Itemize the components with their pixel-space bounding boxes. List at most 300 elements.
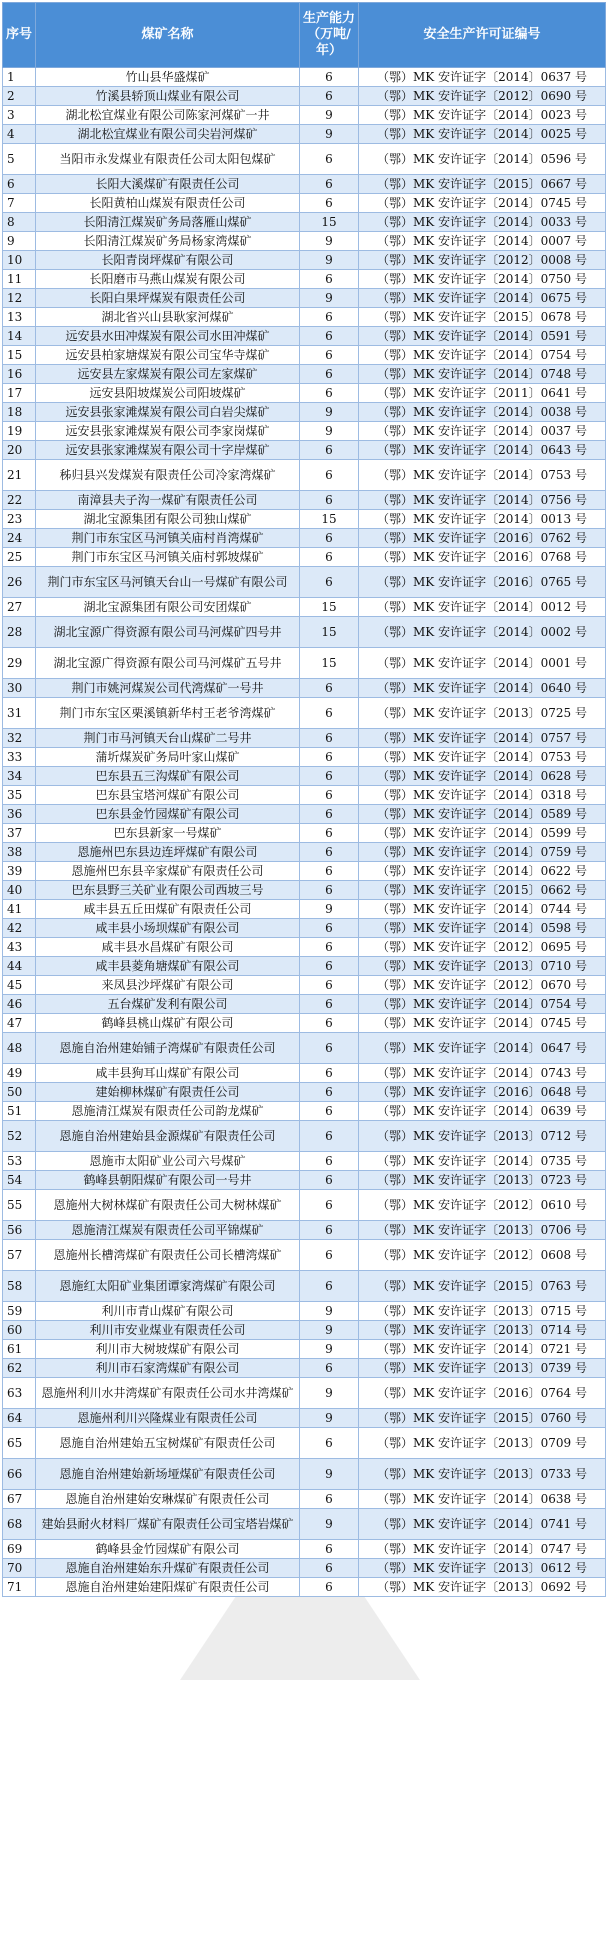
mine-name: 恩施州巴东县边连坪煤矿有限公司 bbox=[36, 843, 300, 862]
license-number: （鄂）MK 安许证字〔2014〕0735 号 bbox=[359, 1152, 606, 1171]
mine-name: 利川市石家湾煤矿有限公司 bbox=[36, 1359, 300, 1378]
license-number: （鄂）MK 安许证字〔2013〕0723 号 bbox=[359, 1171, 606, 1190]
mine-name: 恩施自治州建始新场垭煤矿有限责任公司 bbox=[36, 1459, 300, 1490]
mine-name: 竹山县华盛煤矿 bbox=[36, 68, 300, 87]
license-number: （鄂）MK 安许证字〔2016〕0765 号 bbox=[359, 567, 606, 598]
row-number: 20 bbox=[3, 441, 36, 460]
row-number: 69 bbox=[3, 1540, 36, 1559]
capacity: 9 bbox=[300, 125, 359, 144]
capacity: 9 bbox=[300, 1378, 359, 1409]
capacity: 6 bbox=[300, 1121, 359, 1152]
mine-name: 咸丰县狗耳山煤矿有限公司 bbox=[36, 1064, 300, 1083]
license-number: （鄂）MK 安许证字〔2014〕0007 号 bbox=[359, 232, 606, 251]
capacity: 9 bbox=[300, 403, 359, 422]
row-number: 27 bbox=[3, 598, 36, 617]
capacity: 6 bbox=[300, 938, 359, 957]
license-number: （鄂）MK 安许证字〔2014〕0033 号 bbox=[359, 213, 606, 232]
mine-name: 恩施自治州建始东升煤矿有限责任公司 bbox=[36, 1559, 300, 1578]
table-row bbox=[3, 824, 606, 843]
row-number: 45 bbox=[3, 976, 36, 995]
row-number: 23 bbox=[3, 510, 36, 529]
table-row bbox=[3, 976, 606, 995]
license-number: （鄂）MK 安许证字〔2012〕0695 号 bbox=[359, 938, 606, 957]
license-number: （鄂）MK 安许证字〔2014〕0757 号 bbox=[359, 729, 606, 748]
capacity: 9 bbox=[300, 1409, 359, 1428]
mine-name: 建始县耐火材料厂煤矿有限责任公司宝塔岩煤矿 bbox=[36, 1509, 300, 1540]
table-row bbox=[3, 938, 606, 957]
table-row bbox=[3, 648, 606, 679]
table-row bbox=[3, 617, 606, 648]
license-number: （鄂）MK 安许证字〔2016〕0768 号 bbox=[359, 548, 606, 567]
table-header-row bbox=[3, 3, 606, 68]
row-number: 70 bbox=[3, 1559, 36, 1578]
table-row bbox=[3, 900, 606, 919]
row-number: 54 bbox=[3, 1171, 36, 1190]
mine-name: 巴东县金竹园煤矿有限公司 bbox=[36, 805, 300, 824]
capacity: 6 bbox=[300, 995, 359, 1014]
table-row bbox=[3, 1271, 606, 1302]
table-row bbox=[3, 1540, 606, 1559]
capacity: 6 bbox=[300, 308, 359, 327]
license-number: （鄂）MK 安许证字〔2014〕0743 号 bbox=[359, 1064, 606, 1083]
license-number: （鄂）MK 安许证字〔2014〕0025 号 bbox=[359, 125, 606, 144]
license-number: （鄂）MK 安许证字〔2012〕0670 号 bbox=[359, 976, 606, 995]
license-number: （鄂）MK 安许证字〔2014〕0639 号 bbox=[359, 1102, 606, 1121]
row-number: 13 bbox=[3, 308, 36, 327]
table-row bbox=[3, 403, 606, 422]
row-number: 33 bbox=[3, 748, 36, 767]
capacity: 6 bbox=[300, 824, 359, 843]
row-number: 14 bbox=[3, 327, 36, 346]
license-number: （鄂）MK 安许证字〔2014〕0647 号 bbox=[359, 1033, 606, 1064]
license-number: （鄂）MK 安许证字〔2014〕0013 号 bbox=[359, 510, 606, 529]
table-row bbox=[3, 1459, 606, 1490]
mine-name: 恩施自治州建始县金源煤矿有限责任公司 bbox=[36, 1121, 300, 1152]
capacity: 6 bbox=[300, 87, 359, 106]
capacity: 6 bbox=[300, 1271, 359, 1302]
capacity: 6 bbox=[300, 1240, 359, 1271]
row-number: 57 bbox=[3, 1240, 36, 1271]
capacity: 6 bbox=[300, 881, 359, 900]
table-row bbox=[3, 567, 606, 598]
row-number: 48 bbox=[3, 1033, 36, 1064]
capacity: 9 bbox=[300, 232, 359, 251]
capacity: 6 bbox=[300, 1064, 359, 1083]
mine-name: 荆门市马河镇天台山煤矿二号井 bbox=[36, 729, 300, 748]
capacity: 9 bbox=[300, 106, 359, 125]
capacity: 6 bbox=[300, 698, 359, 729]
table-row bbox=[3, 232, 606, 251]
table-row bbox=[3, 1321, 606, 1340]
mine-name: 当阳市永发煤业有限责任公司太阳包煤矿 bbox=[36, 144, 300, 175]
row-number: 55 bbox=[3, 1190, 36, 1221]
mine-name: 恩施红太阳矿业集团谭家湾煤矿有限公司 bbox=[36, 1271, 300, 1302]
capacity: 6 bbox=[300, 1221, 359, 1240]
mine-name: 鹤峰县金竹园煤矿有限公司 bbox=[36, 1540, 300, 1559]
license-number: （鄂）MK 安许证字〔2013〕0733 号 bbox=[359, 1459, 606, 1490]
capacity: 6 bbox=[300, 460, 359, 491]
mine-name: 恩施州利川兴隆煤业有限责任公司 bbox=[36, 1409, 300, 1428]
license-number: （鄂）MK 安许证字〔2014〕0754 号 bbox=[359, 995, 606, 1014]
row-number: 41 bbox=[3, 900, 36, 919]
capacity: 15 bbox=[300, 510, 359, 529]
mine-name: 荆门市东宝区马河镇天台山一号煤矿有限公司 bbox=[36, 567, 300, 598]
license-number: （鄂）MK 安许证字〔2014〕0637 号 bbox=[359, 68, 606, 87]
row-number: 59 bbox=[3, 1302, 36, 1321]
mine-name: 远安县张家滩煤炭有限公司十字岸煤矿 bbox=[36, 441, 300, 460]
table-row bbox=[3, 491, 606, 510]
table-row bbox=[3, 346, 606, 365]
table-row bbox=[3, 87, 606, 106]
capacity: 6 bbox=[300, 805, 359, 824]
mine-name: 湖北松宜煤业有限公司尖岩河煤矿 bbox=[36, 125, 300, 144]
table-row bbox=[3, 679, 606, 698]
mine-name: 远安县张家滩煤炭有限公司李家岗煤矿 bbox=[36, 422, 300, 441]
table-row bbox=[3, 1102, 606, 1121]
row-number: 42 bbox=[3, 919, 36, 938]
row-number: 17 bbox=[3, 384, 36, 403]
license-number: （鄂）MK 安许证字〔2014〕0745 号 bbox=[359, 194, 606, 213]
mine-name: 鹤峰县桃山煤矿有限公司 bbox=[36, 1014, 300, 1033]
capacity: 6 bbox=[300, 767, 359, 786]
coal-mine-table bbox=[2, 2, 606, 1597]
license-number: （鄂）MK 安许证字〔2015〕0763 号 bbox=[359, 1271, 606, 1302]
header-no: 序号 bbox=[3, 3, 36, 68]
row-number: 29 bbox=[3, 648, 36, 679]
mine-name: 秭归县兴发煤炭有限责任公司冷家湾煤矿 bbox=[36, 460, 300, 491]
license-number: （鄂）MK 安许证字〔2015〕0662 号 bbox=[359, 881, 606, 900]
capacity: 6 bbox=[300, 175, 359, 194]
capacity: 15 bbox=[300, 617, 359, 648]
row-number: 12 bbox=[3, 289, 36, 308]
row-number: 68 bbox=[3, 1509, 36, 1540]
capacity: 6 bbox=[300, 1083, 359, 1102]
table-row bbox=[3, 767, 606, 786]
row-number: 4 bbox=[3, 125, 36, 144]
capacity: 6 bbox=[300, 1540, 359, 1559]
capacity: 6 bbox=[300, 327, 359, 346]
table-row bbox=[3, 194, 606, 213]
mine-name: 远安县左家煤炭有限公司左家煤矿 bbox=[36, 365, 300, 384]
mine-name: 恩施州大树林煤矿有限责任公司大树林煤矿 bbox=[36, 1190, 300, 1221]
table-row bbox=[3, 1409, 606, 1428]
license-number: （鄂）MK 安许证字〔2014〕0591 号 bbox=[359, 327, 606, 346]
row-number: 66 bbox=[3, 1459, 36, 1490]
capacity: 9 bbox=[300, 1340, 359, 1359]
license-number: （鄂）MK 安许证字〔2014〕0038 号 bbox=[359, 403, 606, 422]
row-number: 15 bbox=[3, 346, 36, 365]
table-row bbox=[3, 1428, 606, 1459]
table-row bbox=[3, 843, 606, 862]
license-number: （鄂）MK 安许证字〔2014〕0745 号 bbox=[359, 1014, 606, 1033]
mine-name: 巴东县野三关矿业有限公司西坡三号 bbox=[36, 881, 300, 900]
row-number: 64 bbox=[3, 1409, 36, 1428]
license-number: （鄂）MK 安许证字〔2014〕0756 号 bbox=[359, 491, 606, 510]
capacity: 6 bbox=[300, 862, 359, 881]
table-row bbox=[3, 1190, 606, 1221]
license-number: （鄂）MK 安许证字〔2014〕0318 号 bbox=[359, 786, 606, 805]
license-number: （鄂）MK 安许证字〔2012〕0608 号 bbox=[359, 1240, 606, 1271]
row-number: 35 bbox=[3, 786, 36, 805]
license-number: （鄂）MK 安许证字〔2014〕0747 号 bbox=[359, 1540, 606, 1559]
capacity: 6 bbox=[300, 1014, 359, 1033]
table-row bbox=[3, 919, 606, 938]
table-row bbox=[3, 1509, 606, 1540]
capacity: 6 bbox=[300, 1578, 359, 1597]
row-number: 49 bbox=[3, 1064, 36, 1083]
mine-name: 长阳磨市马燕山煤炭有限公司 bbox=[36, 270, 300, 289]
capacity: 6 bbox=[300, 365, 359, 384]
table-row bbox=[3, 1559, 606, 1578]
row-number: 37 bbox=[3, 824, 36, 843]
mine-name: 咸丰县菱角塘煤矿有限公司 bbox=[36, 957, 300, 976]
table-row bbox=[3, 786, 606, 805]
row-number: 63 bbox=[3, 1378, 36, 1409]
table-row bbox=[3, 1240, 606, 1271]
mine-name: 利川市青山煤矿有限公司 bbox=[36, 1302, 300, 1321]
mine-name: 巴东县新家一号煤矿 bbox=[36, 824, 300, 843]
table-row bbox=[3, 441, 606, 460]
mine-name: 湖北宝源广得资源有限公司马河煤矿四号井 bbox=[36, 617, 300, 648]
table-row bbox=[3, 365, 606, 384]
table-row bbox=[3, 598, 606, 617]
row-number: 22 bbox=[3, 491, 36, 510]
table-row bbox=[3, 1490, 606, 1509]
table-row bbox=[3, 1340, 606, 1359]
capacity: 6 bbox=[300, 491, 359, 510]
mine-name: 恩施州巴东县辛家煤矿有限责任公司 bbox=[36, 862, 300, 881]
capacity: 15 bbox=[300, 598, 359, 617]
mine-name: 荆门市东宝区马河镇关庙村郭坡煤矿 bbox=[36, 548, 300, 567]
table-row bbox=[3, 881, 606, 900]
table-row bbox=[3, 289, 606, 308]
row-number: 11 bbox=[3, 270, 36, 289]
row-number: 39 bbox=[3, 862, 36, 881]
header-name: 煤矿名称 bbox=[36, 3, 300, 68]
capacity: 9 bbox=[300, 422, 359, 441]
table-row bbox=[3, 862, 606, 881]
mine-name: 长阳大溪煤矿有限责任公司 bbox=[36, 175, 300, 194]
header-license: 安全生产许可证编号 bbox=[359, 3, 606, 68]
capacity: 6 bbox=[300, 843, 359, 862]
mine-name: 远安县张家滩煤炭有限公司白岩尖煤矿 bbox=[36, 403, 300, 422]
license-number: （鄂）MK 安许证字〔2014〕0599 号 bbox=[359, 824, 606, 843]
mine-name: 蒲圻煤炭矿务局叶家山煤矿 bbox=[36, 748, 300, 767]
mine-name: 远安县柏家塘煤炭有限公司宝华寺煤矿 bbox=[36, 346, 300, 365]
license-number: （鄂）MK 安许证字〔2014〕0638 号 bbox=[359, 1490, 606, 1509]
license-number: （鄂）MK 安许证字〔2014〕0589 号 bbox=[359, 805, 606, 824]
capacity: 6 bbox=[300, 1490, 359, 1509]
row-number: 56 bbox=[3, 1221, 36, 1240]
mine-name: 湖北宝源集团有限公司安团煤矿 bbox=[36, 598, 300, 617]
license-number: （鄂）MK 安许证字〔2014〕0628 号 bbox=[359, 767, 606, 786]
table-row bbox=[3, 144, 606, 175]
license-number: （鄂）MK 安许证字〔2013〕0714 号 bbox=[359, 1321, 606, 1340]
mine-name: 利川市大树坡煤矿有限公司 bbox=[36, 1340, 300, 1359]
row-number: 65 bbox=[3, 1428, 36, 1459]
table-row bbox=[3, 995, 606, 1014]
mine-name: 来凤县沙坪煤矿有限公司 bbox=[36, 976, 300, 995]
mine-name: 建始柳林煤矿有限责任公司 bbox=[36, 1083, 300, 1102]
capacity: 15 bbox=[300, 213, 359, 232]
row-number: 36 bbox=[3, 805, 36, 824]
capacity: 15 bbox=[300, 648, 359, 679]
table-row bbox=[3, 1064, 606, 1083]
row-number: 50 bbox=[3, 1083, 36, 1102]
capacity: 6 bbox=[300, 1152, 359, 1171]
row-number: 9 bbox=[3, 232, 36, 251]
capacity: 6 bbox=[300, 548, 359, 567]
mine-name: 南漳县夫子沟一煤矿有限责任公司 bbox=[36, 491, 300, 510]
capacity: 6 bbox=[300, 729, 359, 748]
table-row bbox=[3, 327, 606, 346]
capacity: 9 bbox=[300, 289, 359, 308]
table-row bbox=[3, 308, 606, 327]
row-number: 51 bbox=[3, 1102, 36, 1121]
mine-name: 鹤峰县朝阳煤矿有限公司一号井 bbox=[36, 1171, 300, 1190]
row-number: 38 bbox=[3, 843, 36, 862]
license-number: （鄂）MK 安许证字〔2015〕0678 号 bbox=[359, 308, 606, 327]
capacity: 6 bbox=[300, 957, 359, 976]
row-number: 6 bbox=[3, 175, 36, 194]
capacity: 6 bbox=[300, 748, 359, 767]
mine-name: 长阳青岗坪煤矿有限公司 bbox=[36, 251, 300, 270]
mine-name: 恩施清江煤炭有限责任公司平锦煤矿 bbox=[36, 1221, 300, 1240]
capacity: 6 bbox=[300, 194, 359, 213]
mine-name: 咸丰县五丘田煤矿有限责任公司 bbox=[36, 900, 300, 919]
mine-name: 巴东县五三沟煤矿有限公司 bbox=[36, 767, 300, 786]
row-number: 71 bbox=[3, 1578, 36, 1597]
capacity: 6 bbox=[300, 144, 359, 175]
mine-name: 长阳清江煤炭矿务局落雁山煤矿 bbox=[36, 213, 300, 232]
capacity: 9 bbox=[300, 251, 359, 270]
mine-name: 长阳白果坪煤炭有限责任公司 bbox=[36, 289, 300, 308]
row-number: 67 bbox=[3, 1490, 36, 1509]
table-row bbox=[3, 384, 606, 403]
license-number: （鄂）MK 安许证字〔2014〕0753 号 bbox=[359, 460, 606, 491]
mine-name: 咸丰县水昌煤矿有限公司 bbox=[36, 938, 300, 957]
mine-name: 荆门市姚河煤炭公司代湾煤矿一号井 bbox=[36, 679, 300, 698]
license-number: （鄂）MK 安许证字〔2014〕0002 号 bbox=[359, 617, 606, 648]
capacity: 9 bbox=[300, 1459, 359, 1490]
capacity: 6 bbox=[300, 346, 359, 365]
table-row bbox=[3, 1171, 606, 1190]
row-number: 26 bbox=[3, 567, 36, 598]
license-number: （鄂）MK 安许证字〔2012〕0610 号 bbox=[359, 1190, 606, 1221]
license-number: （鄂）MK 安许证字〔2013〕0712 号 bbox=[359, 1121, 606, 1152]
capacity: 6 bbox=[300, 1033, 359, 1064]
license-number: （鄂）MK 安许证字〔2015〕0760 号 bbox=[359, 1409, 606, 1428]
license-number: （鄂）MK 安许证字〔2014〕0001 号 bbox=[359, 648, 606, 679]
mine-name: 恩施清江煤炭有限责任公司韵龙煤矿 bbox=[36, 1102, 300, 1121]
table-row bbox=[3, 1359, 606, 1378]
table-row bbox=[3, 529, 606, 548]
license-number: （鄂）MK 安许证字〔2014〕0598 号 bbox=[359, 919, 606, 938]
row-number: 44 bbox=[3, 957, 36, 976]
row-number: 58 bbox=[3, 1271, 36, 1302]
license-number: （鄂）MK 安许证字〔2014〕0753 号 bbox=[359, 748, 606, 767]
license-number: （鄂）MK 安许证字〔2014〕0744 号 bbox=[359, 900, 606, 919]
table-row bbox=[3, 1083, 606, 1102]
license-number: （鄂）MK 安许证字〔2013〕0710 号 bbox=[359, 957, 606, 976]
row-number: 47 bbox=[3, 1014, 36, 1033]
table-row bbox=[3, 1578, 606, 1597]
license-number: （鄂）MK 安许证字〔2011〕0641 号 bbox=[359, 384, 606, 403]
mine-name: 荆门市东宝区马河镇关庙村肖湾煤矿 bbox=[36, 529, 300, 548]
table-row bbox=[3, 1302, 606, 1321]
row-number: 25 bbox=[3, 548, 36, 567]
row-number: 60 bbox=[3, 1321, 36, 1340]
capacity: 9 bbox=[300, 1302, 359, 1321]
license-number: （鄂）MK 安许证字〔2014〕0643 号 bbox=[359, 441, 606, 460]
mine-name: 远安县水田冲煤炭有限公司水田冲煤矿 bbox=[36, 327, 300, 346]
table-row bbox=[3, 805, 606, 824]
license-number: （鄂）MK 安许证字〔2014〕0754 号 bbox=[359, 346, 606, 365]
capacity: 6 bbox=[300, 1359, 359, 1378]
license-number: （鄂）MK 安许证字〔2013〕0706 号 bbox=[359, 1221, 606, 1240]
row-number: 28 bbox=[3, 617, 36, 648]
table-row bbox=[3, 422, 606, 441]
capacity: 6 bbox=[300, 68, 359, 87]
row-number: 62 bbox=[3, 1359, 36, 1378]
row-number: 3 bbox=[3, 106, 36, 125]
license-number: （鄂）MK 安许证字〔2016〕0648 号 bbox=[359, 1083, 606, 1102]
license-number: （鄂）MK 安许证字〔2014〕0640 号 bbox=[359, 679, 606, 698]
row-number: 18 bbox=[3, 403, 36, 422]
mine-name: 长阳清江煤炭矿务局杨家湾煤矿 bbox=[36, 232, 300, 251]
table-row bbox=[3, 748, 606, 767]
table-row bbox=[3, 957, 606, 976]
license-number: （鄂）MK 安许证字〔2013〕0612 号 bbox=[359, 1559, 606, 1578]
mine-name: 湖北省兴山县耿家河煤矿 bbox=[36, 308, 300, 327]
license-number: （鄂）MK 安许证字〔2012〕0690 号 bbox=[359, 87, 606, 106]
row-number: 46 bbox=[3, 995, 36, 1014]
capacity: 6 bbox=[300, 384, 359, 403]
capacity: 6 bbox=[300, 270, 359, 289]
mine-name: 湖北松宜煤业有限公司陈家河煤矿一井 bbox=[36, 106, 300, 125]
capacity: 6 bbox=[300, 1559, 359, 1578]
mine-name: 咸丰县小场坝煤矿有限公司 bbox=[36, 919, 300, 938]
license-number: （鄂）MK 安许证字〔2013〕0692 号 bbox=[359, 1578, 606, 1597]
license-number: （鄂）MK 安许证字〔2014〕0622 号 bbox=[359, 862, 606, 881]
mine-name: 湖北宝源集团有限公司独山煤矿 bbox=[36, 510, 300, 529]
license-number: （鄂）MK 安许证字〔2014〕0748 号 bbox=[359, 365, 606, 384]
row-number: 40 bbox=[3, 881, 36, 900]
row-number: 16 bbox=[3, 365, 36, 384]
table-row bbox=[3, 1152, 606, 1171]
table-row bbox=[3, 548, 606, 567]
mine-name: 利川市安业煤业有限责任公司 bbox=[36, 1321, 300, 1340]
mine-name: 恩施自治州建始安琳煤矿有限责任公司 bbox=[36, 1490, 300, 1509]
mine-name: 恩施市太阳矿业公司六号煤矿 bbox=[36, 1152, 300, 1171]
row-number: 34 bbox=[3, 767, 36, 786]
table-row bbox=[3, 460, 606, 491]
capacity: 6 bbox=[300, 1428, 359, 1459]
license-number: （鄂）MK 安许证字〔2013〕0715 号 bbox=[359, 1302, 606, 1321]
row-number: 43 bbox=[3, 938, 36, 957]
license-number: （鄂）MK 安许证字〔2013〕0739 号 bbox=[359, 1359, 606, 1378]
license-number: （鄂）MK 安许证字〔2016〕0764 号 bbox=[359, 1378, 606, 1409]
mine-name: 湖北宝源广得资源有限公司马河煤矿五号井 bbox=[36, 648, 300, 679]
license-number: （鄂）MK 安许证字〔2014〕0750 号 bbox=[359, 270, 606, 289]
row-number: 1 bbox=[3, 68, 36, 87]
capacity: 6 bbox=[300, 567, 359, 598]
table-row bbox=[3, 175, 606, 194]
mine-name: 恩施州长槽湾煤矿有限责任公司长槽湾煤矿 bbox=[36, 1240, 300, 1271]
capacity: 9 bbox=[300, 1321, 359, 1340]
license-number: （鄂）MK 安许证字〔2014〕0759 号 bbox=[359, 843, 606, 862]
table-row bbox=[3, 729, 606, 748]
